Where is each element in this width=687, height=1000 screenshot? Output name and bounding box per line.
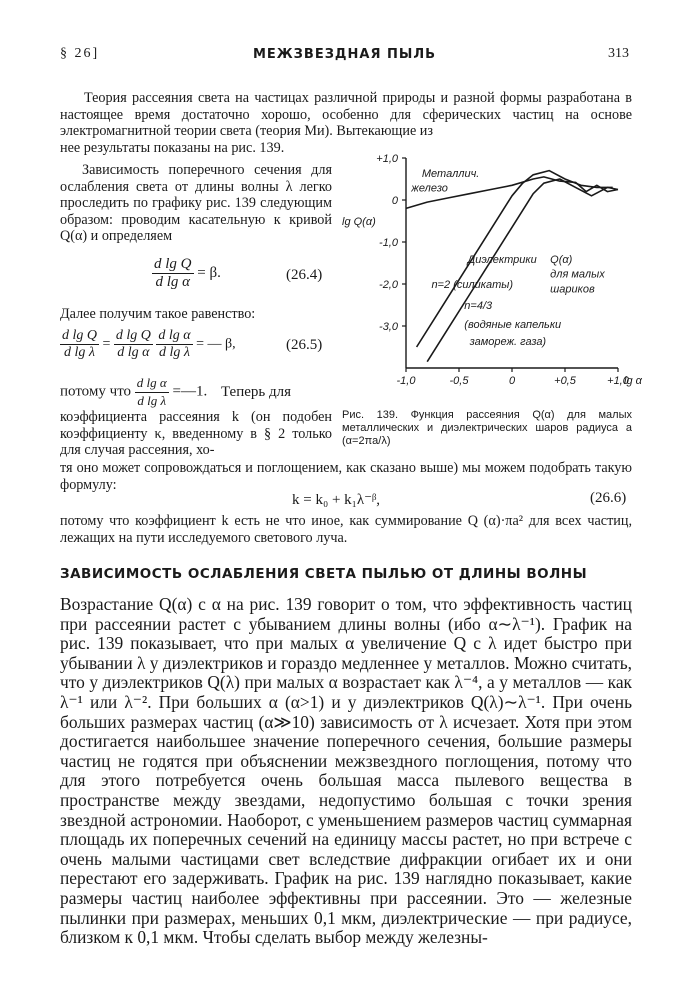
x-tick-label: -0,5 (449, 375, 469, 387)
y-tick-label: -3,0 (379, 321, 398, 333)
paragraph-formula: тя оно может сопровождаться и поглощением, как сказано выше) мы можем подобрать такую формулу: (60, 460, 632, 493)
y-tick-label: -1,0 (379, 237, 398, 249)
annotation-metal: Металлич. (421, 167, 480, 180)
paragraph-intro-tail: нее результаты показаны на рис. 139. (60, 140, 285, 156)
page-number: 313 (608, 46, 629, 61)
equation-label: (26.5) (286, 337, 323, 353)
annotation-n43-b: (водяные капельки (464, 319, 562, 332)
equation-label: (26.6) (590, 490, 627, 506)
annotation-n43-c: замореж. газа) (469, 335, 547, 348)
equation-label: (26.4) (286, 267, 323, 283)
annotation-q-b: для малых (550, 268, 605, 281)
paragraph-main: Возрастание Q(α) с α на рис. 139 говорит о том, что эффективность частиц при рассеянии растет с убыванием длины волны (ибо α∼λ⁻¹). График на рис. 139 показывает, что при малых α увеличение Q с λ идет быстро при убывании λ у диэлектриков и гораздо медленнее у металлов. Можно считать, что у диэлектриков Q(λ) при малых α возрастает как λ⁻⁴, а у металлов — как λ⁻¹ или λ⁻². При больших α (α>1) и у диэлектриков Q(λ)∼λ⁻¹. При очень больших размерах частиц (α≫10) зависимость от λ исчезает. Хотя при этом достигается наибольшее значение поперечного сечения, большие размеры частиц не годятся при объяснении межзвездного поглощения, потому что для этого потребуется очень большая масса пылевого вещества в пространстве между звездами, недопустимо большая с точки зрения звездной астрономии. Наоборот, с уменьшением размеров частиц суммарная площадь их поперечных сечений на единицу массы растет, но при встрече с очень малыми частицами свет вследствие дифракции огибает их и они перестают его задерживать. График на рис. 139 наглядно показывает, какие размеры частиц наиболее эффективны при рассеянии. Это — железные пылинки при размерах, меньших 0,1 мкм, диэлектрические — при радиусе, близком к 0,1 мкм. Чтобы сделать выбор между железны- (60, 594, 632, 948)
y-tick-label: 0 (391, 195, 398, 207)
scattering-chart (334, 148, 642, 398)
paragraph-dependence: Зависимость поперечного сечения для ослабления света от длины волны λ легко проследить по графику рис. 139 следующим образом: проводим касательную к кривой Q(α) и определяем (60, 162, 332, 245)
running-title: МЕЖЗВЕЗДНАЯ ПЫЛЬ (252, 47, 437, 62)
x-axis-label: lg α (624, 375, 642, 387)
x-tick-label: +0,5 (554, 375, 576, 387)
x-tick-label: -1,0 (396, 375, 416, 387)
paragraph-summation: потому что коэффициент k есть не что иное, как суммирование Q (α)·πa² для всех частиц, лежащих на пути исследуемого светового луча. (60, 513, 632, 546)
paragraph-intro: Теория рассеяния света на частицах различной природы и разной формы разработана в настоящее время достаточно хорошо, особенно для сферических частиц на основе электромагнитной теории света (теория Ми). Вытекающие из (60, 90, 632, 140)
annotation-q-a: Q(α) (550, 254, 573, 266)
annotation-n2: n=2 (силикаты) (431, 279, 514, 292)
y-tick-label: +1,0 (376, 153, 398, 165)
annotation-q-c: шариков (550, 283, 595, 296)
equation-26-4: $\frac{\text{d lg Q}}{\text{d lg α}}$ = β. (154, 256, 221, 290)
paragraph-coefficient: коэффициента рассеяния k (он подобен коэффициенту κ, введенному в § 2 только для случая рассеяния, хо- (60, 409, 332, 459)
running-header (60, 46, 629, 68)
annotation-dielectric: Диэлектрики (467, 254, 537, 266)
annotation-n43: n=4/3 (464, 300, 493, 313)
section-heading: ЗАВИСИМОСТЬ ОСЛАБЛЕНИЯ СВЕТА ПЫЛЬЮ ОТ ДЛИНЫ ВОЛНЫ (60, 566, 588, 582)
paragraph-next: Далее получим такое равенство: (60, 306, 256, 322)
section-ref: § 26] (60, 46, 100, 61)
left-column (60, 160, 332, 245)
equation-26-6: k = k₀ + k₁λ⁻ᵝ, (292, 492, 381, 508)
x-tick-label: +1,0 (607, 375, 629, 387)
because-line: потому что $\frac{\text{d lg α}}{\text{d lg λ}}$ =—1. Теперь для (60, 375, 291, 408)
equation-26-5: $\frac{\text{d lg Q}}{\text{d lg λ}}$ = $\frac{\text{d lg Q}}{\text{d lg α}}$ $\frac{\text{d lg α}}{\text{d lg λ}}$ = — β, (62, 328, 236, 360)
y-tick-label: -2,0 (379, 279, 398, 291)
figure-139 (334, 148, 642, 398)
y-axis-label: lg Q(α) (342, 216, 376, 228)
annotation-metal-2: железо (411, 182, 448, 195)
x-tick-label: 0 (508, 375, 516, 387)
figure-caption: Рис. 139. Функция рассеяния Q(α) для малых металлических и диэлектрических шаров радиуса a (α=2πa/λ) (342, 409, 632, 447)
